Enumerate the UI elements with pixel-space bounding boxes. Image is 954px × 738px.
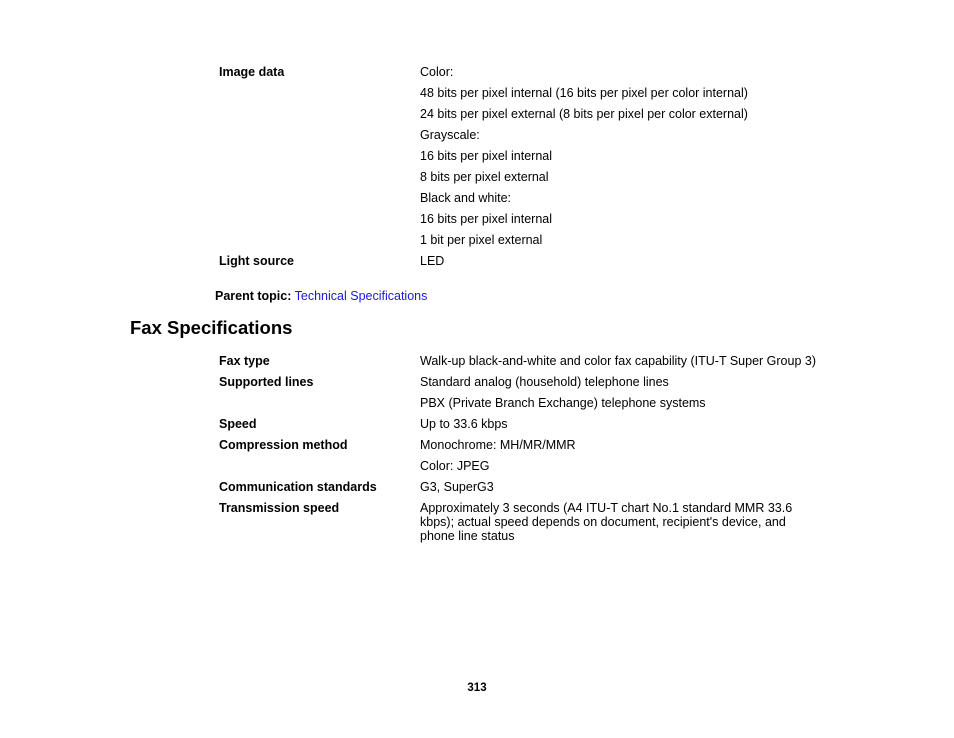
spec-value: Monochrome: MH/MR/MMR [420, 438, 576, 452]
spec-label: Fax type [219, 354, 270, 368]
spec-row-image-data [219, 65, 819, 254]
spec-values [420, 354, 819, 375]
spec-value: Standard analog (household) telephone lines [420, 375, 669, 389]
spec-value: Grayscale: [420, 128, 480, 142]
scanner-spec-table [219, 65, 819, 275]
spec-values [420, 375, 819, 417]
spec-row-supported-lines [219, 375, 819, 417]
section-heading: Fax Specifications [130, 317, 293, 338]
spec-row-fax-type [219, 354, 819, 375]
spec-values [420, 438, 819, 480]
spec-value: 16 bits per pixel internal [420, 149, 553, 163]
spec-row-communication-standards [219, 480, 819, 501]
spec-value: Up to 33.6 kbps [420, 417, 508, 431]
spec-value: 1 bit per pixel external [420, 233, 543, 247]
spec-row-speed [219, 417, 819, 438]
spec-value: Color: JPEG [420, 459, 490, 473]
spec-value: LED [420, 254, 445, 268]
spec-value: G3, SuperG3 [420, 480, 494, 494]
spec-row-transmission-speed [219, 501, 819, 550]
spec-value: 8 bits per pixel external [420, 170, 549, 184]
spec-row-light-source [219, 254, 819, 275]
spec-value: Approximately 3 seconds (A4 ITU-T chart No.1 standard MMR 33.6 kbps); actual speed depends on document, recipient's device, and phone line status [420, 501, 793, 543]
spec-value: 48 bits per pixel internal (16 bits per pixel per color internal) [420, 86, 748, 100]
spec-label: Transmission speed [219, 501, 340, 515]
spec-row-compression-method [219, 438, 819, 480]
spec-value: Black and white: [420, 191, 512, 205]
spec-value: Walk-up black-and-white and color fax capability (ITU-T Super Group 3) [420, 354, 816, 368]
fax-spec-table [219, 354, 819, 550]
spec-values [420, 417, 819, 438]
spec-values [420, 254, 819, 275]
spec-label: Communication standards [219, 480, 377, 494]
spec-value: PBX (Private Branch Exchange) telephone systems [420, 396, 706, 410]
spec-values [420, 480, 819, 501]
parent-topic-label: Parent topic: [215, 289, 292, 303]
page-number: 313 [467, 682, 487, 694]
spec-value: 16 bits per pixel internal [420, 212, 553, 226]
spec-label: Compression method [219, 438, 348, 452]
spec-label: Supported lines [219, 375, 314, 389]
spec-value: Color: [420, 65, 454, 79]
spec-values [420, 65, 819, 254]
parent-topic [215, 289, 427, 303]
spec-values [420, 501, 819, 550]
spec-label: Speed [219, 417, 257, 431]
spec-value: 24 bits per pixel external (8 bits per pixel per color external) [420, 107, 748, 121]
parent-topic-link[interactable]: Technical Specifications [294, 289, 428, 303]
spec-label: Image data [219, 65, 285, 79]
spec-label: Light source [219, 254, 295, 268]
